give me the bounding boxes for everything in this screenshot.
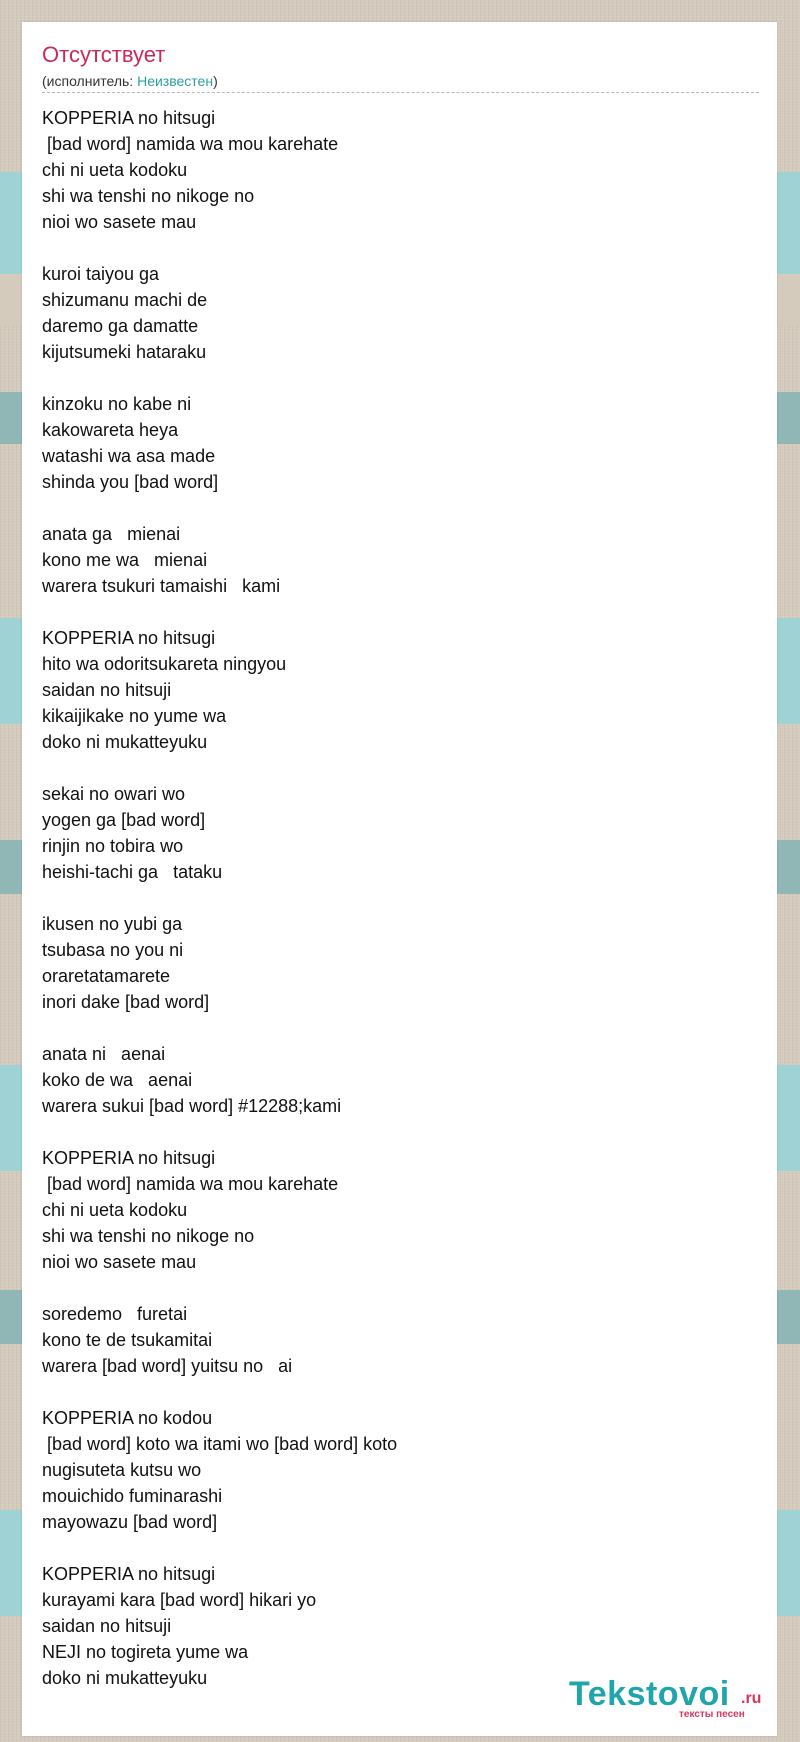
stanza-gap [42,599,397,625]
lyric-line: mouichido fuminarashi [42,1486,223,1506]
lyric-line: NEJI no togireta yume wa [42,1642,249,1662]
lyrics-card [22,22,777,1736]
lyric-line: kakowareta heya [42,420,179,440]
lyric-line: KOPPERIA no hitsugi [42,1564,216,1584]
lyric-line: [bad word] namida wa mou karehate [42,134,339,154]
lyric-line: warera [bad word] yuitsu no ai [42,1356,293,1376]
stanza-gap [42,365,397,391]
lyric-line: hito wa odoritsukareta ningyou [42,654,287,674]
lyric-line: saidan no hitsuji [42,1616,172,1636]
lyric-line: chi ni ueta kodoku [42,160,188,180]
lyric-line: soredemo furetai [42,1304,188,1324]
lyric-line: doko ni mukatteyuku [42,732,208,752]
lyric-line: yogen ga [bad word] [42,810,206,830]
lyric-line: KOPPERIA no kodou [42,1408,213,1428]
artist-line [42,73,218,89]
lyric-line: inori dake [bad word] [42,992,210,1012]
lyric-line: shi wa tenshi no nikoge no [42,1226,255,1246]
stanza-gap [42,1379,397,1405]
lyric-line: kuroi taiyou ga [42,264,160,284]
lyric-line: saidan no hitsuji [42,680,172,700]
tekstovoi-logo[interactable] [569,1676,769,1726]
lyric-line: shi wa tenshi no nikoge no [42,186,255,206]
song-title: Отсутствует [42,42,166,67]
lyric-line: anata ni aenai [42,1044,166,1064]
artist-prefix: (исполнитель: [42,73,138,89]
lyric-line: oraretatamarete [42,966,171,986]
lyric-line: daremo ga damatte [42,316,199,336]
lyric-line: kurayami kara [bad word] hikari yo [42,1590,317,1610]
lyrics-text [42,105,397,1691]
lyric-line: heishi-tachi ga tataku [42,862,223,882]
logo-domain: .ru [741,1690,762,1707]
stanza-gap [42,1119,397,1145]
lyric-line: kono te de tsukamitai [42,1330,213,1350]
lyric-line: shizumanu machi de [42,290,208,310]
title-divider [42,92,759,93]
lyric-line: kono me wa mienai [42,550,208,570]
lyric-line: shinda you [bad word] [42,472,219,492]
stanza-gap [42,1275,397,1301]
logo-name: Tekstovoi [569,1675,730,1713]
lyric-line: anata ga mienai [42,524,181,544]
stanza-gap [42,1015,397,1041]
lyric-line: warera sukui [bad word] #12288;kami [42,1096,342,1116]
lyric-line: chi ni ueta kodoku [42,1200,188,1220]
lyric-line: KOPPERIA no hitsugi [42,1148,216,1168]
lyric-line: ikusen no yubi ga [42,914,183,934]
lyric-line: doko ni mukatteyuku [42,1668,208,1688]
artist-link[interactable]: Неизвестен [137,73,214,89]
stanza-gap [42,495,397,521]
stanza-gap [42,1535,397,1561]
lyric-line: rinjin no tobira wo [42,836,184,856]
stanza-gap [42,885,397,911]
lyric-line: nioi wo sasete mau [42,1252,197,1272]
lyric-line: tsubasa no you ni [42,940,184,960]
logo-tagline: тексты песен [679,1709,745,1720]
stanza-gap [42,755,397,781]
lyric-line: [bad word] namida wa mou karehate [42,1174,339,1194]
lyric-line: warera tsukuri tamaishi kami [42,576,281,596]
lyric-line: mayowazu [bad word] [42,1512,218,1532]
artist-suffix: ) [213,73,218,89]
lyric-line: KOPPERIA no hitsugi [42,628,216,648]
lyric-line: kikaijikake no yume wa [42,706,227,726]
lyric-line: sekai no owari wo [42,784,186,804]
lyric-line: kinzoku no kabe ni [42,394,192,414]
lyric-line: nioi wo sasete mau [42,212,197,232]
lyric-line: nugisuteta kutsu wo [42,1460,202,1480]
lyric-line: kijutsumeki hataraku [42,342,207,362]
lyric-line: KOPPERIA no hitsugi [42,108,216,128]
lyric-line: [bad word] koto wa itami wo [bad word] koto [42,1434,398,1454]
stanza-gap [42,235,397,261]
lyric-line: koko de wa aenai [42,1070,193,1090]
lyric-line: watashi wa asa made [42,446,216,466]
